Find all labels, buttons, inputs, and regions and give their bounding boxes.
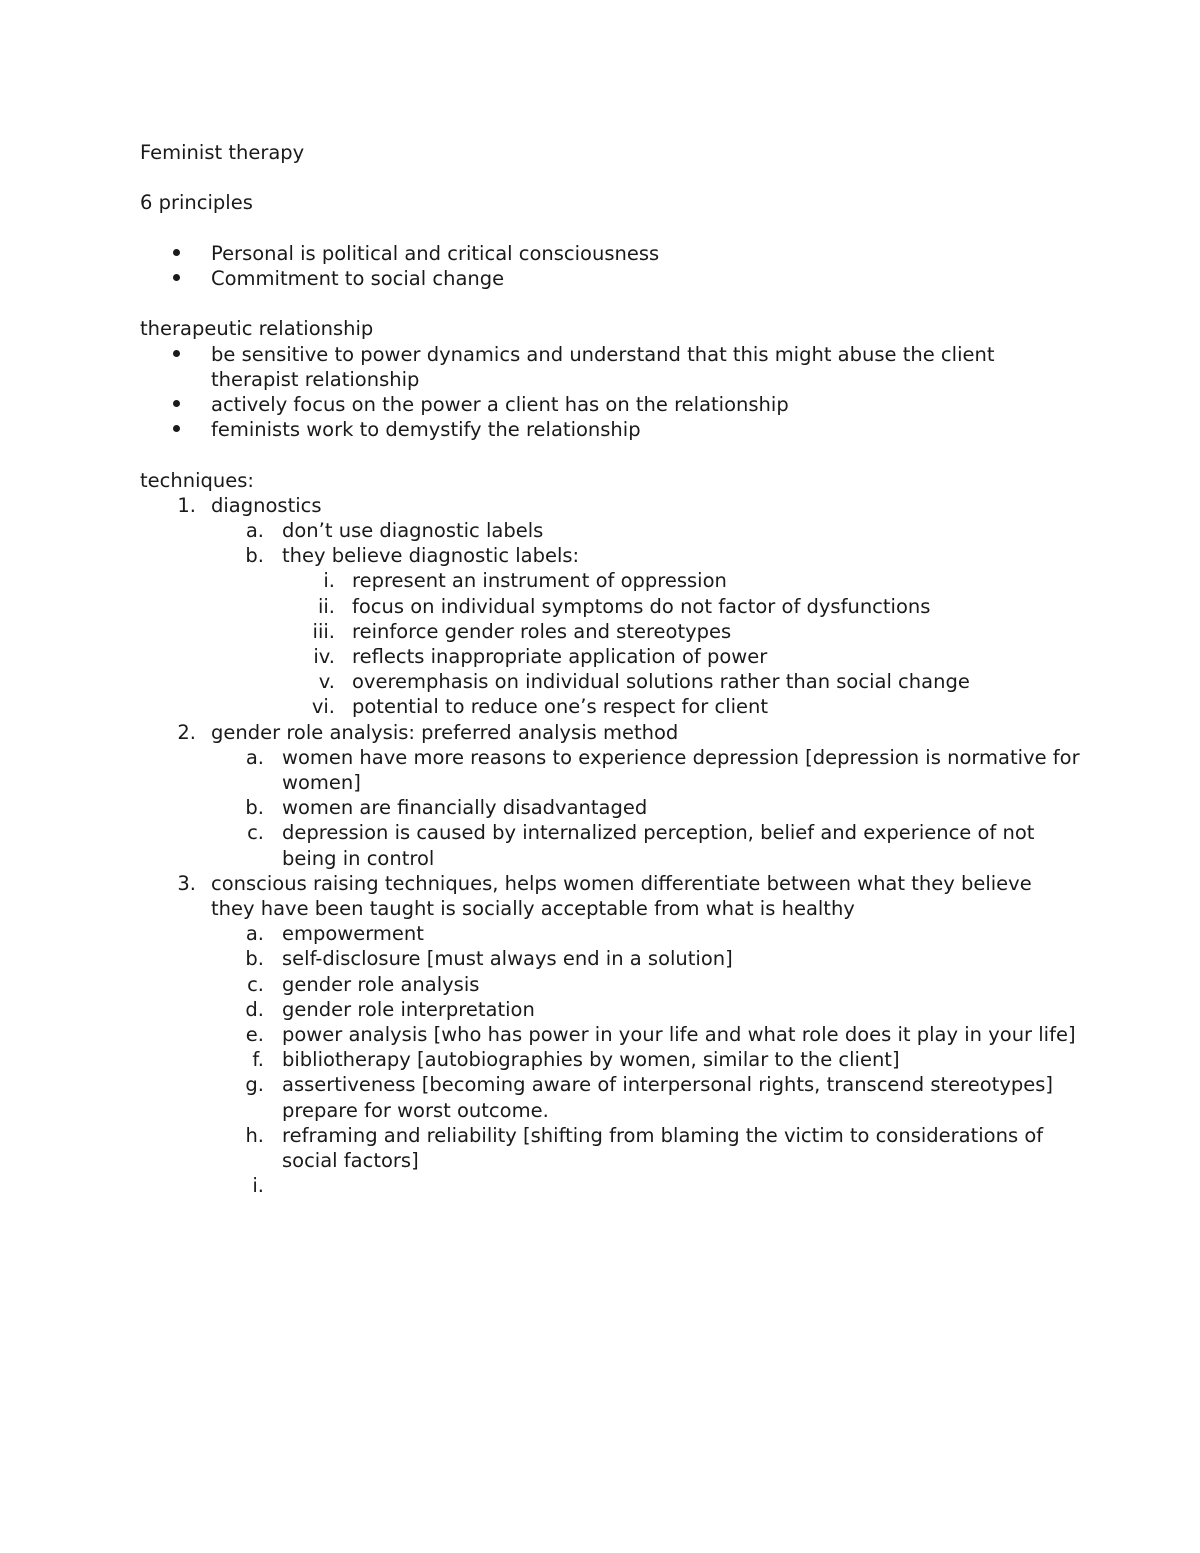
relationship-item bbox=[140, 392, 1080, 417]
technique-subitem-text bbox=[282, 1173, 1080, 1198]
technique-subitem bbox=[140, 1072, 1080, 1122]
technique-subitem-text: depression is caused by internalized perception, belief and experience of not being in control bbox=[282, 821, 1035, 870]
principles-heading: 6 principles bbox=[140, 191, 253, 215]
list-roman: v. bbox=[318, 670, 335, 694]
relationship-text: feminists work to demystify the relationship bbox=[211, 418, 641, 442]
spacer bbox=[140, 216, 1080, 241]
technique-subitem bbox=[140, 997, 1080, 1022]
relationship-item bbox=[140, 417, 1080, 442]
technique-subitem-text: power analysis [who has power in your life and what role does it play in your life] bbox=[282, 1023, 1076, 1047]
technique-subitem-text: bibliotherapy [autobiographies by women, similar to the client] bbox=[282, 1048, 900, 1072]
list-letter: a. bbox=[245, 518, 264, 542]
technique-subitem bbox=[140, 921, 1080, 946]
technique-subsubitem bbox=[140, 669, 1080, 694]
principle-item bbox=[140, 241, 1080, 266]
spacer bbox=[140, 165, 1080, 190]
technique-subsubitem-text: reinforce gender roles and stereotypes bbox=[352, 619, 732, 643]
principle-item bbox=[140, 266, 1080, 291]
technique-subsubitem-text: represent an instrument of oppression bbox=[352, 569, 727, 593]
technique-subitem-text: reframing and reliability [shifting from blaming the victim to considerations of social factors] bbox=[282, 1123, 1044, 1173]
list-letter: e. bbox=[245, 1023, 264, 1047]
list-number: 3. bbox=[177, 871, 196, 895]
list-letter: i. bbox=[252, 1174, 264, 1198]
list-letter: g. bbox=[245, 1073, 264, 1097]
list-letter: d. bbox=[245, 997, 264, 1021]
list-letter: a. bbox=[245, 745, 264, 769]
bullet-icon bbox=[173, 417, 180, 442]
relationship-item bbox=[140, 342, 1080, 392]
list-roman: iv. bbox=[313, 645, 335, 668]
technique-subitem bbox=[140, 1022, 1080, 1047]
technique-subsubitem bbox=[140, 644, 1080, 669]
technique-subitem-text: gender role analysis bbox=[282, 972, 480, 996]
technique-subitem-text: assertiveness [becoming aware of interpersonal rights, transcend stereotypes] prepare for worst outcome. bbox=[282, 1073, 1054, 1122]
spacer bbox=[140, 291, 1080, 316]
list-roman: iii. bbox=[312, 619, 335, 643]
technique-subsubitem-text: focus on individual symptoms do not factor of dysfunctions bbox=[352, 594, 931, 618]
technique-subitem-text: empowerment bbox=[282, 922, 424, 946]
technique-text: diagnostics bbox=[211, 493, 322, 517]
list-letter: f. bbox=[252, 1048, 264, 1072]
bullet-icon bbox=[173, 392, 180, 417]
technique-subitem-text: women are financially disadvantaged bbox=[282, 796, 648, 820]
list-roman: i. bbox=[323, 569, 335, 593]
list-letter: c. bbox=[247, 972, 264, 996]
list-letter: b. bbox=[245, 796, 264, 820]
technique-item bbox=[140, 720, 1080, 745]
technique-text: conscious raising techniques, helps women differentiate between what they believe they have been taught is socially acceptable from what is healthy bbox=[211, 871, 1032, 921]
technique-subsubitem bbox=[140, 694, 1080, 719]
list-letter: b. bbox=[245, 544, 264, 568]
technique-subitem-text: women have more reasons to experience depression [depression is normative for women] bbox=[282, 745, 1080, 795]
relationship-heading: therapeutic relationship bbox=[140, 317, 374, 341]
technique-subsubitem-text: reflects inappropriate application of power bbox=[352, 645, 768, 668]
technique-subitem-text: gender role interpretation bbox=[282, 997, 535, 1021]
technique-subitem bbox=[140, 745, 1080, 795]
relationship-text: actively focus on the power a client has on the relationship bbox=[211, 392, 789, 416]
technique-subitem bbox=[140, 972, 1080, 997]
technique-subitem bbox=[140, 543, 1080, 568]
bullet-icon bbox=[173, 241, 180, 266]
technique-item bbox=[140, 871, 1080, 921]
list-number: 2. bbox=[177, 720, 196, 744]
list-letter: c. bbox=[247, 821, 264, 845]
technique-subitem-text: don’t use diagnostic labels bbox=[282, 518, 544, 542]
document-title: Feminist therapy bbox=[140, 141, 305, 164]
list-number: 1. bbox=[177, 493, 196, 517]
techniques-heading: techniques: bbox=[140, 468, 254, 492]
bullet-icon bbox=[173, 266, 180, 291]
list-letter: b. bbox=[245, 947, 264, 971]
bullet-icon bbox=[173, 342, 180, 367]
list-roman: ii. bbox=[317, 594, 335, 618]
principle-text: Commitment to social change bbox=[211, 266, 505, 290]
technique-subsubitem bbox=[140, 568, 1080, 593]
technique-item bbox=[140, 493, 1080, 518]
technique-subitem bbox=[140, 820, 1080, 870]
principle-text: Personal is political and critical consciousness bbox=[211, 241, 660, 265]
technique-subitem bbox=[140, 1123, 1080, 1173]
list-letter: a. bbox=[245, 922, 264, 946]
technique-subsubitem-text: overemphasis on individual solutions rather than social change bbox=[352, 670, 970, 694]
list-roman: vi. bbox=[311, 695, 335, 719]
technique-subitem bbox=[140, 1173, 1080, 1198]
relationship-text: be sensitive to power dynamics and understand that this might abuse the client therapist relationship bbox=[211, 342, 995, 391]
technique-subitem-text: they believe diagnostic labels: bbox=[282, 544, 580, 568]
technique-subitem bbox=[140, 1047, 1080, 1072]
technique-subitem bbox=[140, 946, 1080, 971]
technique-subitem bbox=[140, 518, 1080, 543]
list-letter: h. bbox=[245, 1123, 264, 1147]
technique-subitem bbox=[140, 795, 1080, 820]
document-page bbox=[140, 140, 1080, 1198]
technique-text: gender role analysis: preferred analysis method bbox=[211, 720, 679, 744]
technique-subsubitem bbox=[140, 619, 1080, 644]
technique-subsubitem bbox=[140, 594, 1080, 619]
spacer bbox=[140, 442, 1080, 467]
technique-subitem-text: self-disclosure [must always end in a solution] bbox=[282, 947, 733, 971]
technique-subsubitem-text: potential to reduce one’s respect for client bbox=[352, 695, 769, 719]
